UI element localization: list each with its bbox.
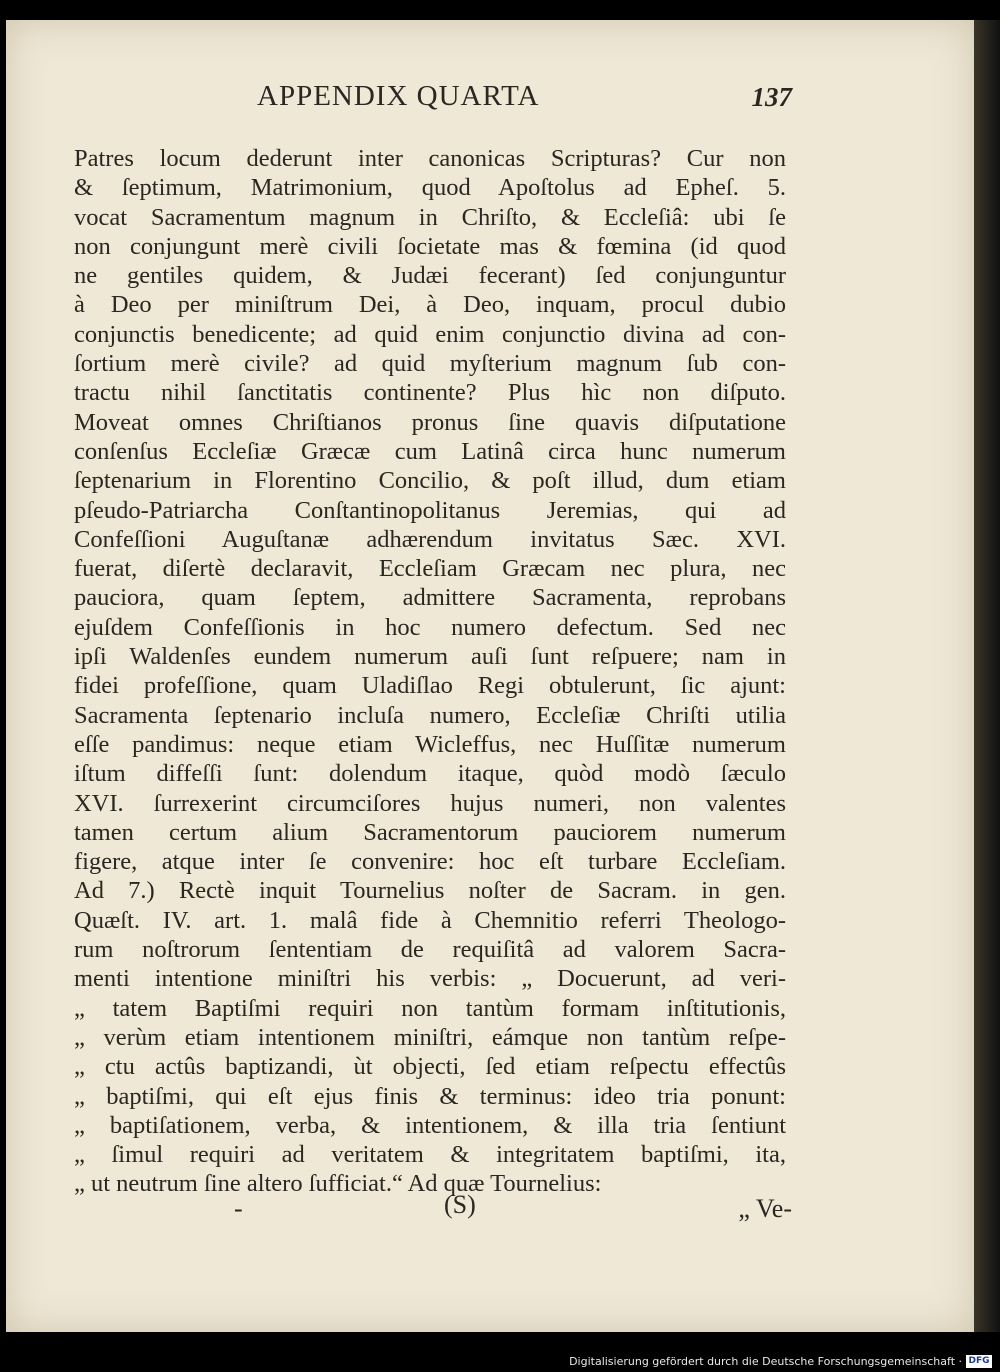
text-line: „ baptiſmi, qui eſt ejus finis & terminus: ideo tria ponunt:: [74, 1082, 786, 1110]
signature-mark: (S): [444, 1190, 476, 1219]
text-line: ne gentiles quidem, & Judæi fecerant) ſed conjunguntur: [74, 262, 786, 290]
text-line: Ad 7.) Rectè inquit Tournelius noſter de Sacram. in gen.: [74, 877, 786, 905]
text-line: „ ut neutrum ſine altero ſufficiat.“ Ad quæ Tournelius:: [74, 1170, 602, 1198]
footer-dash: -: [234, 1194, 243, 1223]
text-line: Patres locum dederunt inter canonicas Scripturas? Cur non: [74, 145, 786, 172]
text-line: Quæſt. IV. art. 1. malâ fide à Chemnitio referri Theologo-: [74, 906, 786, 934]
credit-bar: [0, 1332, 1000, 1372]
text-line: eſſe pandimus: neque etiam Wicleffus, nec Huſſitæ numerum: [74, 730, 786, 758]
text-line: menti intentione miniſtri his verbis: „ Docuerunt, ad veri-: [74, 965, 786, 993]
catchword: „ Ve-: [738, 1194, 792, 1223]
page-number: 137: [751, 82, 792, 112]
text-line: conſenſus Eccleſiæ Græcæ cum Latinâ circa hunc numerum: [74, 437, 786, 465]
text-line: figere, atque inter ſe convenire: hoc eſt turbare Eccleſiam.: [74, 848, 786, 876]
text-line: „ baptiſationem, verba, & intentionem, & illa tria ſentiunt: [74, 1111, 786, 1139]
body-text: [74, 144, 786, 1199]
text-line: pſeudo-Patriarcha Conſtantinopolitanus Jeremias, qui ad: [74, 496, 786, 524]
text-line: rum noſtrorum ſententiam de requiſitâ ad valorem Sacra-: [74, 936, 786, 964]
book-spine-edge: [974, 20, 1000, 1332]
dfg-logo-icon: DFG: [966, 1355, 992, 1368]
text-line: ſeptenarium in Florentino Concilio, & poſt illud, dum etiam: [74, 467, 786, 495]
text-line: vocat Sacramentum magnum in Chriſto, & Eccleſiâ: ubi ſe: [74, 203, 786, 231]
text-line: ſortium merè civile? ad quid myſterium magnum ſub con-: [74, 350, 786, 378]
text-line: pauciora, quam ſeptem, admittere Sacramenta, reprobans: [74, 584, 786, 612]
text-line: fuerat, diſertè declaravit, Eccleſiam Græcam nec plura, nec: [74, 555, 786, 583]
text-line: Confeſſioni Auguſtanæ adhærendum invitatus Sæc. XVI.: [74, 525, 786, 553]
page-footer: [72, 1190, 792, 1230]
text-line: „ ſimul requiri ad veritatem & integritatem baptiſmi, ita,: [74, 1141, 786, 1169]
text-line: fidei profeſſione, quam Uladiſlao Regi obtulerunt, ſic ajunt:: [74, 672, 786, 700]
text-line: non conjungunt merè civili ſocietate mas & fœmina (id quod: [74, 232, 786, 260]
digitization-credit: Digitalisierung gefördert durch die Deutsche Forschungsgemeinschaft ·: [569, 1355, 962, 1368]
page-header: [72, 72, 792, 122]
text-line: Sacramenta ſeptenario incluſa numero, Eccleſiæ Chriſti utilia: [74, 701, 786, 729]
text-line: tractu nihil ſanctitatis continente? Plus hìc non diſputo.: [74, 379, 786, 407]
text-line: conjunctis benedicente; ad quid enim conjunctio divina ad con-: [74, 320, 786, 348]
text-line: & ſeptimum, Matrimonium, quod Apoſtolus ad Epheſ. 5.: [74, 174, 786, 202]
text-line: iſtum diffeſſi ſunt: dolendum itaque, quòd modò ſæculo: [74, 760, 786, 788]
text-line: à Deo per miniſtrum Dei, à Deo, inquam, procul dubio: [74, 291, 786, 319]
text-line: „ verùm etiam intentionem miniſtri, eámque non tantùm reſpe-: [74, 1023, 786, 1051]
running-title: APPENDIX QUARTA: [257, 80, 540, 112]
text-line: tamen certum alium Sacramentorum pauciorem numerum: [74, 818, 786, 846]
text-line: ipſi Waldenſes eundem numerum auſi ſunt reſpuere; nam in: [74, 643, 786, 671]
text-line: XVI. ſurrexerint circumciſores hujus numeri, non valentes: [74, 789, 786, 817]
text-line: „ tatem Baptiſmi requiri non tantùm formam inſtitutionis,: [74, 994, 786, 1022]
text-line: ejuſdem Confeſſionis in hoc numero defectum. Sed nec: [74, 613, 786, 641]
text-line: Moveat omnes Chriſtianos pronus ſine quavis diſputatione: [74, 408, 786, 436]
text-line: „ ctu actûs baptizandi, ùt objecti, ſed etiam reſpectu effectûs: [74, 1053, 786, 1081]
